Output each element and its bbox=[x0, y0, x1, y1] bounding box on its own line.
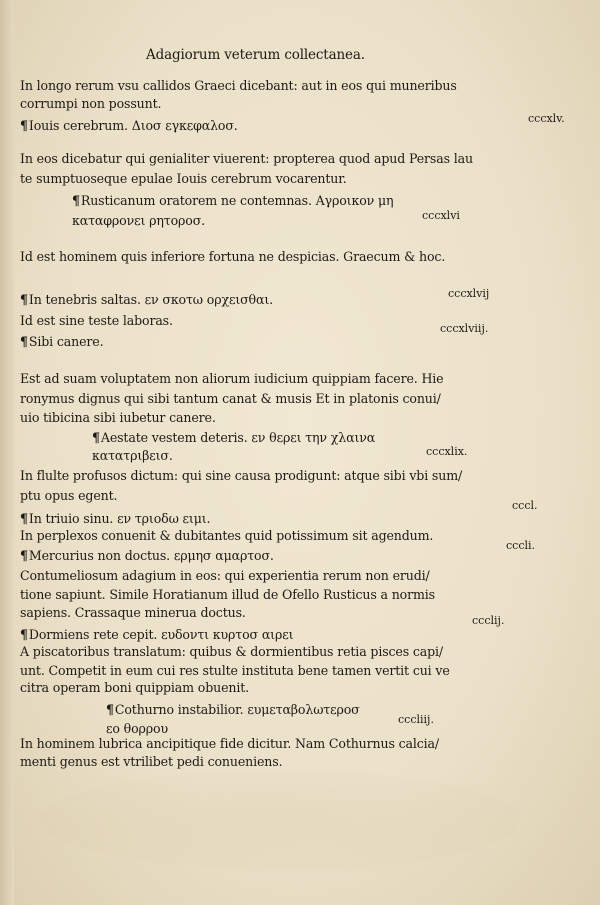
adage-number: cccl. bbox=[512, 499, 538, 512]
text-line: uio tibicina sibi iubetur canere. bbox=[20, 410, 216, 425]
text-line: In flulte profusos dictum: qui sine causa prodigunt: atque sibi vbi sum/ bbox=[20, 468, 463, 483]
text-line: In perplexos conuenit & dubitantes quid potissimum sit agendum. bbox=[20, 528, 434, 543]
heading-text: In tenebris saltas. εν σκοτω ορχεισθαι. bbox=[28, 292, 273, 307]
text-line: ptu opus egent. bbox=[20, 488, 118, 503]
entry-heading bbox=[20, 627, 293, 643]
pilcrow-mark: ¶ bbox=[20, 292, 28, 307]
text-line: Id est hominem quis inferiore fortuna ne despicias. Graecum & hoc. bbox=[20, 249, 446, 264]
pilcrow-mark: ¶ bbox=[20, 548, 28, 563]
text-line: In eos dicebatur qui genialiter viuerent: propterea quod apud Persas lau bbox=[20, 151, 473, 166]
entry-heading bbox=[92, 430, 375, 446]
pilcrow-mark: ¶ bbox=[20, 118, 28, 133]
page-stain bbox=[40, 770, 520, 870]
text-line: sapiens. Crassaque minerua doctus. bbox=[20, 605, 246, 620]
text-line: tione sapiunt. Simile Horatianum illud de Ofello Rusticus a normis bbox=[20, 587, 435, 602]
text-line: Est ad suam voluptatem non aliorum iudicium quippiam facere. Hie bbox=[20, 371, 444, 386]
entry-heading bbox=[20, 548, 274, 564]
adage-number: cccliij. bbox=[398, 713, 434, 726]
adage-number: cccxlviij. bbox=[440, 322, 489, 335]
heading-text: Rusticanum oratorem ne contemnas. Αγροικον μη bbox=[80, 193, 394, 208]
text-line: corrumpi non possunt. bbox=[20, 96, 162, 111]
pilcrow-mark: ¶ bbox=[20, 334, 28, 349]
text-line: ronymus dignus qui sibi tantum canat & musis Et in platonis conui/ bbox=[20, 391, 441, 406]
adage-number: cccxlvij bbox=[448, 287, 490, 300]
heading-text: Iouis cerebrum. Διοσ εγκεφαλοσ. bbox=[28, 118, 238, 133]
heading-text: Dormiens rete cepit. ευδοντι κυρτοσ αιρει bbox=[28, 627, 294, 642]
pilcrow-mark: ¶ bbox=[20, 627, 28, 642]
heading-text: Mercurius non doctus. ερμησ αμαρτοσ. bbox=[28, 548, 274, 563]
text-line: Id est sine teste laboras. bbox=[20, 313, 173, 328]
text-line: κατατριβεισ. bbox=[92, 448, 173, 463]
text-line: A piscatoribus translatum: quibus & dormientibus retia pisces capi/ bbox=[20, 644, 444, 659]
adage-number: cccxlix. bbox=[426, 445, 468, 458]
adage-number: cccli. bbox=[506, 539, 536, 552]
text-line: menti genus est vtrilibet pedi conueniens. bbox=[20, 754, 283, 769]
heading-text: Sibi canere. bbox=[28, 334, 104, 349]
text-line: εο θορρου bbox=[106, 721, 168, 736]
text-line: te sumptuoseque epulae Iouis cerebrum vocarentur. bbox=[20, 171, 347, 186]
text-line: καταφρονει ρητοροσ. bbox=[72, 213, 206, 228]
adage-number: cccxlvi bbox=[422, 209, 460, 222]
pilcrow-mark: ¶ bbox=[72, 193, 80, 208]
text-line: In hominem lubrica ancipitique fide dicitur. Nam Cothurnus calcia/ bbox=[20, 736, 439, 751]
text-line: unt. Competit in eum cui res stulte instituta bene tamen vertit cui ve bbox=[20, 663, 450, 678]
adage-number: cccxlv. bbox=[528, 112, 565, 125]
text-line: citra operam boni quippiam obuenit. bbox=[20, 680, 249, 695]
heading-text: Cothurno instabilior. ευμεταβολωτεροσ bbox=[114, 702, 360, 717]
pilcrow-mark: ¶ bbox=[106, 702, 114, 717]
pilcrow-mark: ¶ bbox=[92, 430, 100, 445]
entry-heading bbox=[20, 292, 273, 308]
page-gutter bbox=[0, 0, 14, 905]
entry-heading bbox=[72, 193, 393, 209]
heading-text: In triuio sinu. εν τριοδω ειμι. bbox=[28, 511, 211, 526]
text-line: Contumeliosum adagium in eos: qui experientia rerum non erudi/ bbox=[20, 568, 430, 583]
entry-heading bbox=[20, 511, 210, 527]
heading-text: Aestate vestem deteris. εν θερει την χλαινα bbox=[100, 430, 376, 445]
entry-heading bbox=[106, 702, 360, 718]
text-line: In longo rerum vsu callidos Graeci dicebant: aut in eos qui muneribus bbox=[20, 78, 457, 93]
pilcrow-mark: ¶ bbox=[20, 511, 28, 526]
entry-heading bbox=[20, 118, 238, 134]
adage-number: ccclij. bbox=[472, 614, 505, 627]
running-title: Adagiorum veterum collectanea. bbox=[146, 47, 365, 63]
entry-heading bbox=[20, 334, 103, 350]
